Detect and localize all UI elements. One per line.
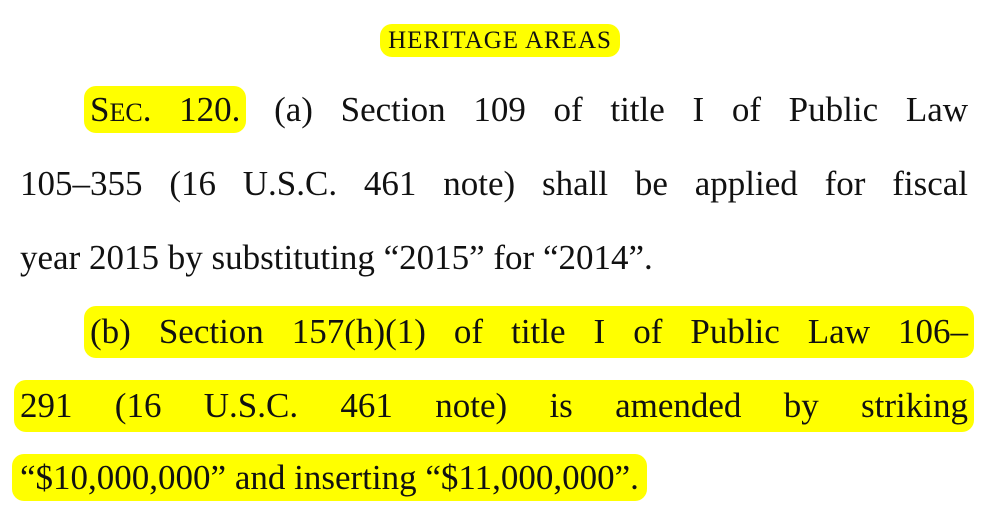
section-label-ec: EC bbox=[109, 98, 143, 127]
section-label-s: S bbox=[90, 90, 110, 129]
para-b-text-1: (b) Section 157(h)(1) of title I of Public Law 106– bbox=[84, 306, 974, 358]
para-b-text-2: 291 (16 U.S.C. 461 note) is amended by striking bbox=[14, 380, 974, 432]
para-b-text-3: “$10,000,000” and inserting “$11,000,000”. bbox=[12, 454, 647, 501]
para-a-line-2: 105–355 (16 U.S.C. 461 note) shall be applied for fiscal bbox=[20, 164, 968, 203]
section-label-num: . 120. bbox=[142, 90, 241, 129]
para-a-line-1 bbox=[90, 86, 968, 134]
para-a-line-3: year 2015 by substituting “2015” for “2014”. bbox=[20, 238, 653, 277]
para-b-line-2 bbox=[20, 380, 968, 428]
section-number-label bbox=[84, 86, 246, 133]
section-heading bbox=[0, 24, 1000, 58]
para-b-line-1 bbox=[90, 306, 968, 354]
heading-highlight: HERITAGE AREAS bbox=[380, 24, 620, 57]
para-a-text-1: (a) Section 109 of title I of Public Law bbox=[274, 90, 969, 129]
para-b-line-3 bbox=[20, 454, 968, 502]
